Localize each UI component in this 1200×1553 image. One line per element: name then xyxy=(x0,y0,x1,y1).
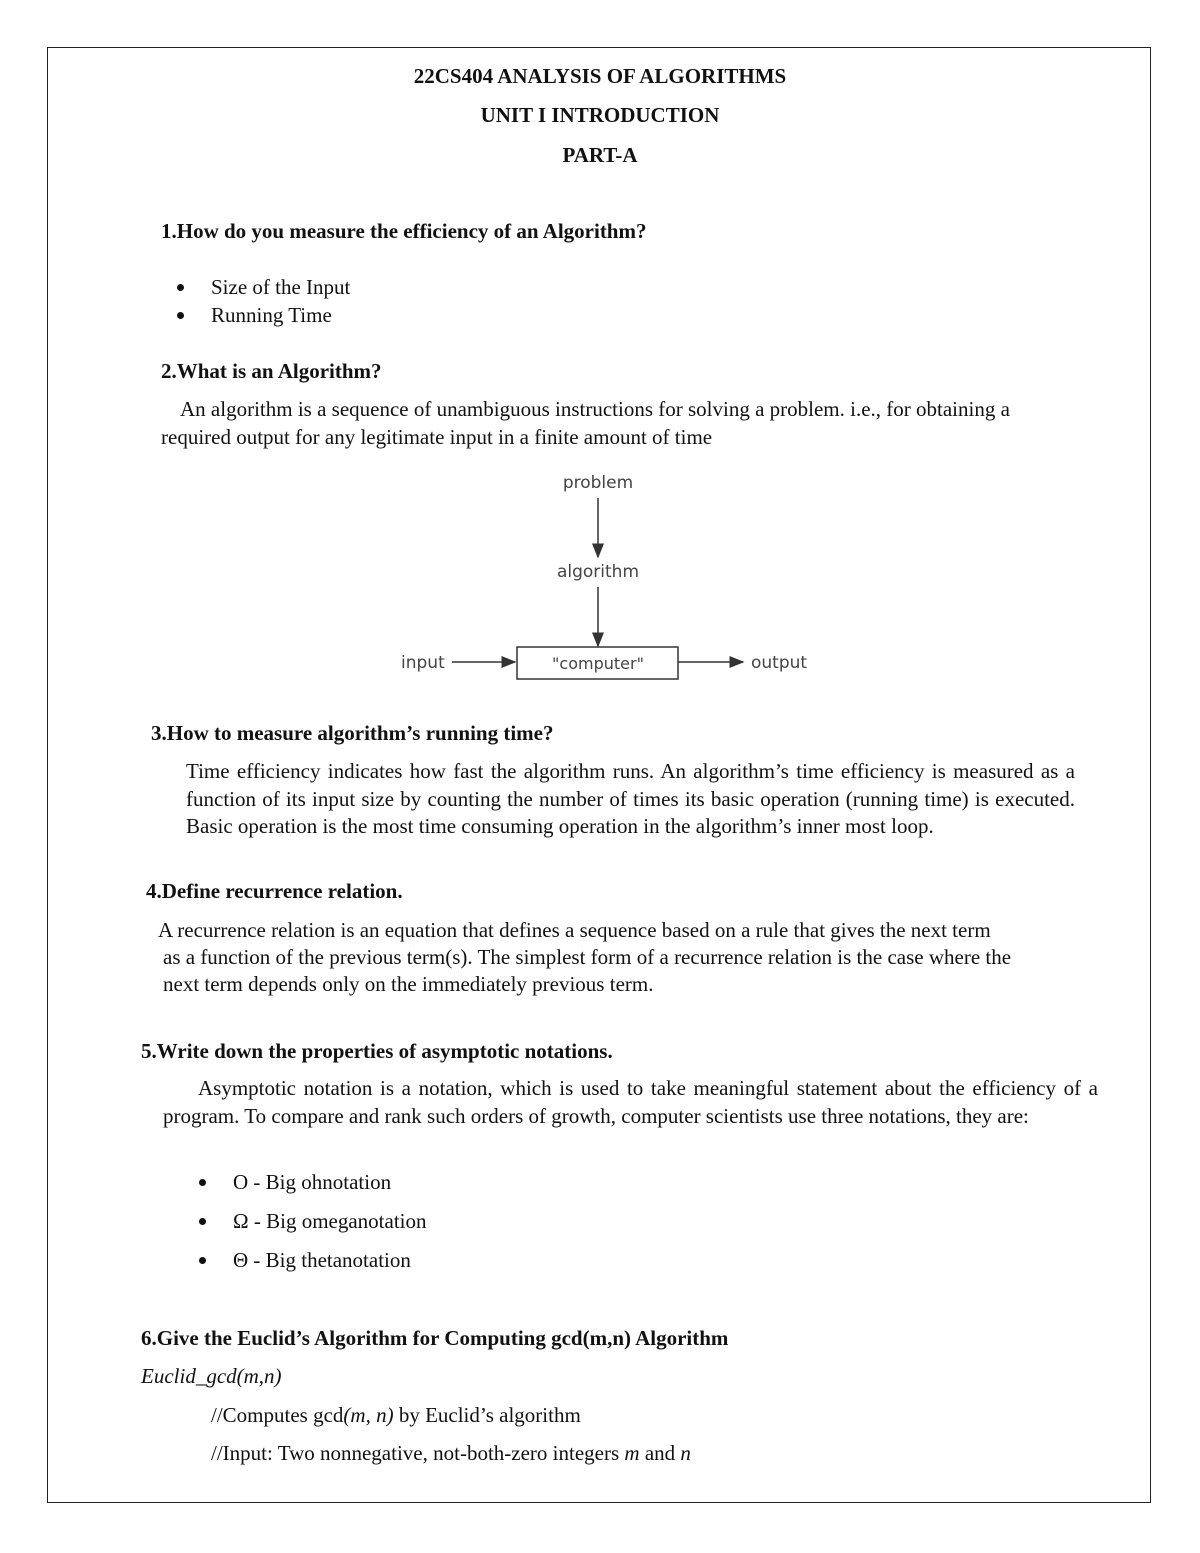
comment-computes-text: //Computes gcd xyxy=(211,1403,344,1427)
q5-bullet-3: Θ - Big thetanotation xyxy=(233,1248,411,1272)
question-6: 6.Give the Euclid’s Algorithm for Computing gcd(m,n) Algorithm xyxy=(141,1326,729,1350)
q1-bullet-2: Running Time xyxy=(211,303,332,327)
function-signature: Euclid_gcd(m,n) xyxy=(141,1364,282,1388)
q4-answer-line-3: next term depends only on the immediately previous term. xyxy=(163,972,654,996)
question-4: 4.Define recurrence relation. xyxy=(146,879,403,903)
comment-input xyxy=(211,1441,691,1466)
q2-answer-line-2: required output for any legitimate input in a finite amount of time xyxy=(161,425,713,449)
q2-answer-line-1: An algorithm is a sequence of unambiguous instructions for solving a problem. i.e., for obtaining a xyxy=(180,397,1010,421)
diagram-computer-label: "computer" xyxy=(552,654,644,673)
part-title: PART-A xyxy=(562,143,638,167)
q5-bullet-1: O - Big ohnotation xyxy=(233,1170,392,1194)
diagram-output-label: output xyxy=(751,653,808,673)
comment-input-and: and xyxy=(639,1441,681,1465)
q4-answer-line-2: as a function of the previous term(s). The simplest form of a recurrence relation is the case where the xyxy=(163,945,1012,969)
q3-answer: Time efficiency indicates how fast the algorithm runs. An algorithm’s time efficiency is measured as a function of its input size by counting the number of times its basic operation (running time) is executed. Basic operation is the most time consuming operation in the algorithm’s inner most loop. xyxy=(186,759,1075,838)
comment-computes-args: (m, n) xyxy=(343,1403,394,1427)
comment-computes xyxy=(211,1403,581,1428)
q5-bullet-2: Ω - Big omeganotation xyxy=(233,1209,427,1233)
diagram-problem-label: problem xyxy=(562,473,634,493)
algorithm-diagram xyxy=(0,0,1200,700)
q4-answer-line-1: A recurrence relation is an equation that defines a sequence based on a rule that gives the next term xyxy=(158,918,991,942)
question-3: 3.How to measure algorithm’s running time? xyxy=(151,721,554,745)
bullet xyxy=(199,1179,206,1186)
comment-computes-suffix: by Euclid’s algorithm xyxy=(393,1403,581,1427)
comment-input-text: //Input: Two nonnegative, not-both-zero integers xyxy=(211,1441,625,1465)
diagram-algorithm-label: algorithm xyxy=(556,562,640,582)
question-2: 2.What is an Algorithm? xyxy=(161,359,382,383)
q1-bullet-1: Size of the Input xyxy=(211,275,351,299)
bullet xyxy=(199,1218,206,1225)
bullet xyxy=(199,1257,206,1264)
question-5: 5.Write down the properties of asymptotic notations. xyxy=(141,1039,613,1063)
var-n: n xyxy=(680,1441,691,1465)
question-1: 1.How do you measure the efficiency of an Algorithm? xyxy=(161,219,647,243)
diagram-input-label: input xyxy=(401,653,445,673)
unit-title: UNIT I INTRODUCTION xyxy=(480,103,720,127)
var-m: m xyxy=(624,1441,640,1465)
q5-answer: Asymptotic notation is a notation, which is used to take meaningful statement about the efficiency of a program. To compare and rank such orders of growth, computer scientists use three notations, they are: xyxy=(163,1076,1098,1128)
course-title: 22CS404 ANALYSIS OF ALGORITHMS xyxy=(413,64,787,88)
